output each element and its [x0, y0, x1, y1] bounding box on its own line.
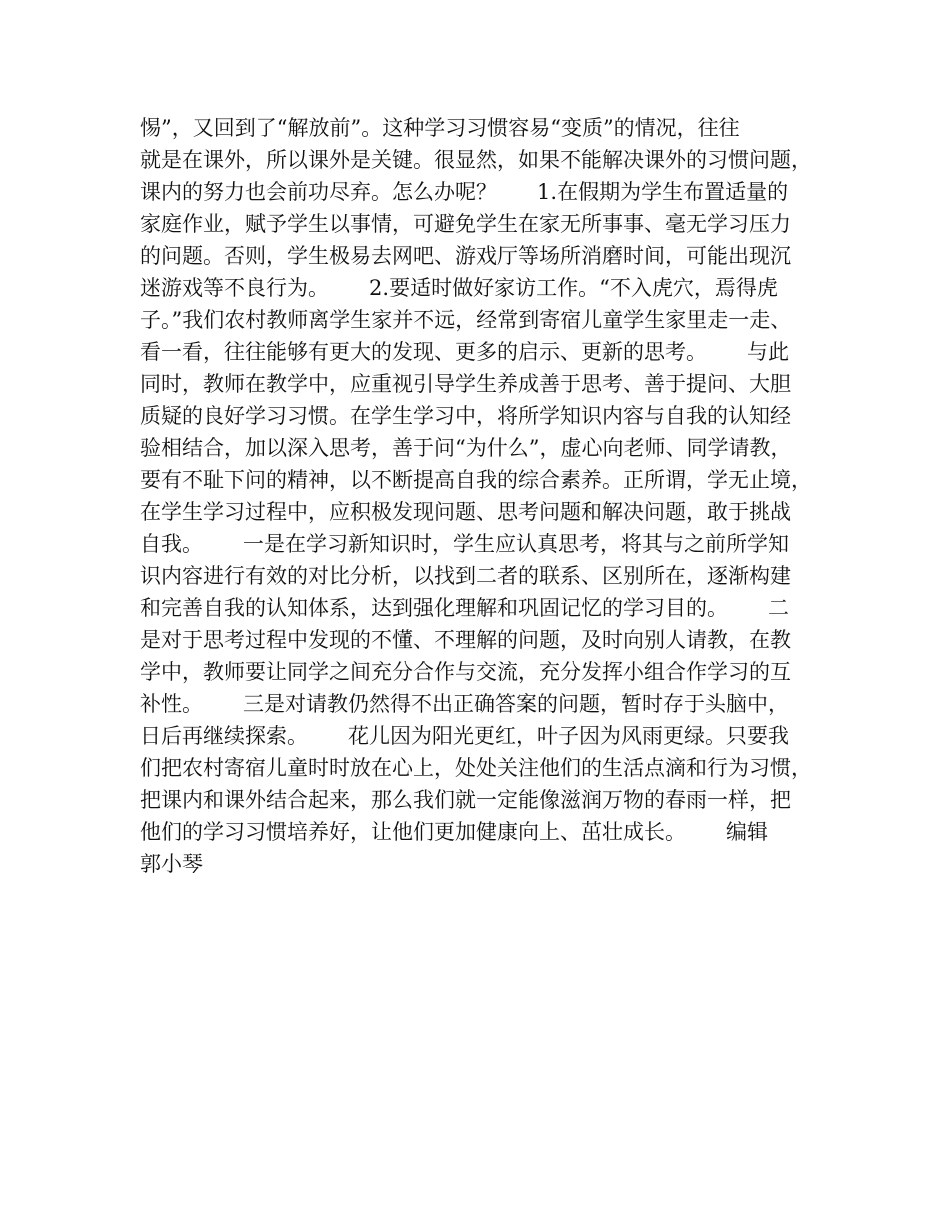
editor-name: 郭小琴 — [140, 852, 203, 876]
text-line: 的问题。否则，学生极易去网吧、游戏厅等场所消磨时间，可能出现沉 — [140, 244, 791, 268]
text-line: 识内容进行有效的对比分析，以找到二者的联系、区别所在，逐渐构建 — [140, 564, 791, 588]
text-line: 课内的努力也会前功尽弃。怎么办呢？ 1.在假期为学生布置适量的 — [140, 180, 789, 204]
text-line: 们把农村寄宿儿童时时放在心上，处处关注他们的生活点滴和行为习惯， — [140, 756, 812, 780]
text-line: 是对于思考过程中发现的不懂、不理解的问题，及时向别人请教，在教 — [140, 628, 791, 652]
text-line: 验相结合，加以深入思考，善于问“为什么”，虚心向老师、同学请教， — [140, 436, 792, 460]
text-line: 他们的学习习惯培养好，让他们更加健康向上、茁壮成长。 编辑 — [140, 820, 769, 844]
text-line: 补性。 三是对请教仍然得不出正确答案的问题，暂时存于头脑中， — [140, 692, 790, 716]
text-line: 就是在课外，所以课外是关键。很显然，如果不能解决课外的习惯问题， — [140, 148, 812, 172]
text-line: 同时，教师在教学中，应重视引导学生养成善于思考、善于提问、大胆 — [140, 372, 791, 396]
text-line: 自我。 一是在学习新知识时，学生应认真思考，将其与之前所学知 — [140, 532, 790, 556]
body-text — [140, 112, 830, 880]
text-line: 要有不耻下问的精神，以不断提高自我的综合素养。正所谓，学无止境， — [140, 468, 812, 492]
text-line: 看一看，往往能够有更大的发现、更多的启示、更新的思考。 与此 — [140, 340, 790, 364]
text-line: 日后再继续探索。 花儿因为阳光更红，叶子因为风雨更绿。只要我 — [140, 724, 790, 748]
text-line: 在学生学习过程中，应积极发现问题、思考问题和解决问题，敢于挑战 — [140, 500, 791, 524]
text-line: 迷游戏等不良行为。 2.要适时做好家访工作。“不入虎穴，焉得虎 — [140, 276, 778, 300]
text-line: 家庭作业，赋予学生以事情，可避免学生在家无所事事、毫无学习压力 — [140, 212, 791, 236]
text-line: 惕”，又回到了“解放前”。这种学习习惯容易“变质”的情况，往往 — [140, 116, 740, 140]
text-line: 和完善自我的认知体系，达到强化理解和巩固记忆的学习目的。 二 — [140, 596, 790, 620]
text-line: 子。”我们农村教师离学生家并不远，经常到寄宿儿童学生家里走一走、 — [140, 308, 792, 332]
text-line: 把课内和课外结合起来，那么我们就一定能像滋润万物的春雨一样，把 — [140, 788, 791, 812]
text-line: 学中，教师要让同学之间充分合作与交流，充分发挥小组合作学习的互 — [140, 660, 791, 684]
text-line: 质疑的良好学习习惯。在学生学习中，将所学知识内容与自我的认知经 — [140, 404, 791, 428]
